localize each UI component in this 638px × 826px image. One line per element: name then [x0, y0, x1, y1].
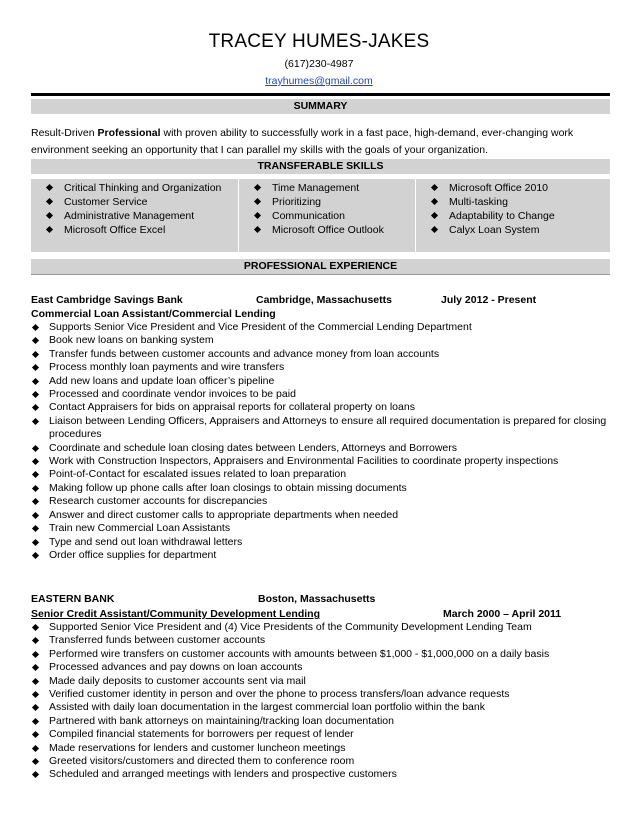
- bullet-icon: [32, 624, 39, 631]
- bullet-icon: [32, 445, 39, 452]
- bullet-icon: [32, 418, 39, 425]
- bullet-icon: [46, 226, 53, 233]
- duty-item: Partnered with bank attorneys on maintaining/tracking loan documentation: [31, 715, 611, 728]
- bullet-icon: [46, 184, 53, 191]
- duty-item: Contact Appraisers for bids on appraisal reports for collateral property on loans: [31, 401, 611, 414]
- duty-item: Scheduled and arranged meetings with lenders and prospective customers: [31, 768, 611, 781]
- summary-line-2: environment seeking an opportunity that I can parallel my skills with the goals of your organization.: [31, 144, 488, 156]
- duty-item: Point-of-Contact for escalated issues related to loan preparation: [31, 468, 611, 481]
- skill-item: Critical Thinking and Organization: [31, 181, 238, 195]
- summary-emphasis: Professional: [97, 127, 161, 139]
- bullet-icon: [254, 212, 261, 219]
- summary-heading: SUMMARY: [31, 99, 610, 114]
- skills-heading: TRANSFERABLE SKILLS: [31, 159, 610, 174]
- bullet-icon: [32, 704, 39, 711]
- bullet-icon: [32, 485, 39, 492]
- skill-item: Communication: [239, 209, 415, 223]
- job-location: Cambridge, Massachusetts: [256, 294, 392, 306]
- job-duties-2: [31, 621, 611, 782]
- bullet-icon: [32, 512, 39, 519]
- duty-item: Type and send out loan withdrawal letters: [31, 536, 611, 549]
- bullet-icon: [32, 337, 39, 344]
- duty-item: Transferred funds between customer accounts: [31, 634, 611, 647]
- bullet-icon: [32, 552, 39, 559]
- bullet-icon: [431, 212, 438, 219]
- duty-item: Process monthly loan payments and wire transfers: [31, 361, 611, 374]
- bullet-icon: [32, 678, 39, 685]
- bullet-icon: [32, 378, 39, 385]
- summary-paragraph: [31, 125, 611, 159]
- duty-item: Made daily deposits to customer accounts sent via mail: [31, 675, 611, 688]
- bullet-icon: [32, 651, 39, 658]
- experience-heading: PROFESSIONAL EXPERIENCE: [31, 259, 610, 274]
- skills-table: [31, 179, 610, 252]
- duty-item: Add new loans and update loan officer’s pipeline: [31, 375, 611, 388]
- bullet-icon: [32, 471, 39, 478]
- duty-item: Liaison between Lending Officers, Appraisers and Attorneys to ensure all required documentation is prepared for closing procedures: [31, 415, 611, 442]
- bullet-icon: [32, 771, 39, 778]
- skill-item: Microsoft Office Outlook: [239, 223, 415, 237]
- duty-item: Supported Senior Vice President and (4) Vice Presidents of the Community Development Lending Team: [31, 621, 611, 634]
- duty-item: Coordinate and schedule loan closing dates between Lenders, Attorneys and Borrowers: [31, 442, 611, 455]
- bullet-icon: [46, 198, 53, 205]
- duty-item: Book new loans on banking system: [31, 334, 611, 347]
- bullet-icon: [32, 758, 39, 765]
- bullet-icon: [32, 538, 39, 545]
- bullet-icon: [32, 498, 39, 505]
- bullet-icon: [32, 364, 39, 371]
- candidate-name: TRACEY HUMES-JAKES: [208, 31, 430, 52]
- duty-item: Verified customer identity in person and over the phone to process transfers/loan advance requests: [31, 688, 611, 701]
- duty-item: Compiled financial statements for borrowers per request of lender: [31, 728, 611, 741]
- employer-name: EASTERN BANK: [31, 593, 115, 605]
- summary-line-1: Result-Driven Professional with proven ability to successfully work in a fast pace, high-demand, ever-changing work: [31, 127, 574, 139]
- duty-item: Processed advances and pay downs on loan accounts: [31, 661, 611, 674]
- bullet-icon: [32, 391, 39, 398]
- duty-item: Processed and coordinate vendor invoices to be paid: [31, 388, 611, 401]
- bullet-icon: [32, 324, 39, 331]
- job-title-2: Senior Credit Assistant/Community Development Lending: [31, 608, 320, 620]
- skill-item: Administrative Management: [31, 209, 238, 223]
- skills-column-1: [31, 181, 238, 254]
- experience-rule: [31, 274, 610, 275]
- duty-item: Supports Senior Vice President and Vice President of the Commercial Lending Department: [31, 321, 611, 334]
- phone-number: (617)230-4987: [284, 58, 354, 70]
- skill-item: Multi-tasking: [416, 195, 610, 209]
- duty-item: Research customer accounts for discrepancies: [31, 495, 611, 508]
- job-dates: July 2012 - Present: [441, 294, 537, 306]
- duty-item: Making follow up phone calls after loan closings to obtain missing documents: [31, 482, 611, 495]
- duty-item: Transfer funds between customer accounts and advance money from loan accounts: [31, 348, 611, 361]
- bullet-icon: [32, 351, 39, 358]
- job-duties-1: [31, 321, 611, 562]
- employer-name: East Cambridge Savings Bank: [31, 294, 183, 306]
- skill-item: Customer Service: [31, 195, 238, 209]
- bullet-icon: [46, 212, 53, 219]
- skills-column-2: [239, 181, 415, 254]
- skill-item: Time Management: [239, 181, 415, 195]
- skill-item: Microsoft Office Excel: [31, 223, 238, 237]
- job-title-1: Commercial Loan Assistant/Commercial Lending: [31, 308, 276, 320]
- duty-item: Performed wire transfers on customer accounts with amounts between $1,000 - $1,000,000 on a daily basis: [31, 648, 611, 661]
- bullet-icon: [32, 637, 39, 644]
- duty-item: Greeted visitors/customers and directed them to conference room: [31, 755, 611, 768]
- summary-rule: [31, 93, 610, 96]
- duty-item: Train new Commercial Loan Assistants: [31, 522, 611, 535]
- job-location: Boston, Massachusetts: [258, 593, 376, 605]
- duty-item: Made reservations for lenders and customer luncheon meetings: [31, 742, 611, 755]
- bullet-icon: [32, 745, 39, 752]
- job-dates: March 2000 – April 2011: [443, 608, 562, 620]
- skill-item: Microsoft Office 2010: [416, 181, 610, 195]
- bullet-icon: [254, 226, 261, 233]
- bullet-icon: [431, 226, 438, 233]
- duty-item: Order office supplies for department: [31, 549, 611, 562]
- bullet-icon: [32, 525, 39, 532]
- bullet-icon: [254, 184, 261, 191]
- bullet-icon: [254, 198, 261, 205]
- bullet-icon: [32, 718, 39, 725]
- duty-item: Assisted with daily loan documentation in the largest commercial loan portfolio within the bank: [31, 701, 611, 714]
- email-link[interactable]: trayhumes@gmail.com: [265, 75, 373, 87]
- bullet-icon: [431, 198, 438, 205]
- skill-item: Prioritizing: [239, 195, 415, 209]
- duty-item: Answer and direct customer calls to appropriate departments when needed: [31, 509, 611, 522]
- bullet-icon: [32, 691, 39, 698]
- bullet-icon: [32, 731, 39, 738]
- bullet-icon: [32, 458, 39, 465]
- bullet-icon: [32, 404, 39, 411]
- skills-column-3: [416, 181, 610, 254]
- skill-item: Calyx Loan System: [416, 223, 610, 237]
- bullet-icon: [32, 664, 39, 671]
- bullet-icon: [431, 184, 438, 191]
- email-line: [0, 75, 638, 87]
- skill-item: Adaptability to Change: [416, 209, 610, 223]
- duty-item: Work with Construction Inspectors, Appraisers and Environmental Facilities to coordinate property inspections: [31, 455, 611, 468]
